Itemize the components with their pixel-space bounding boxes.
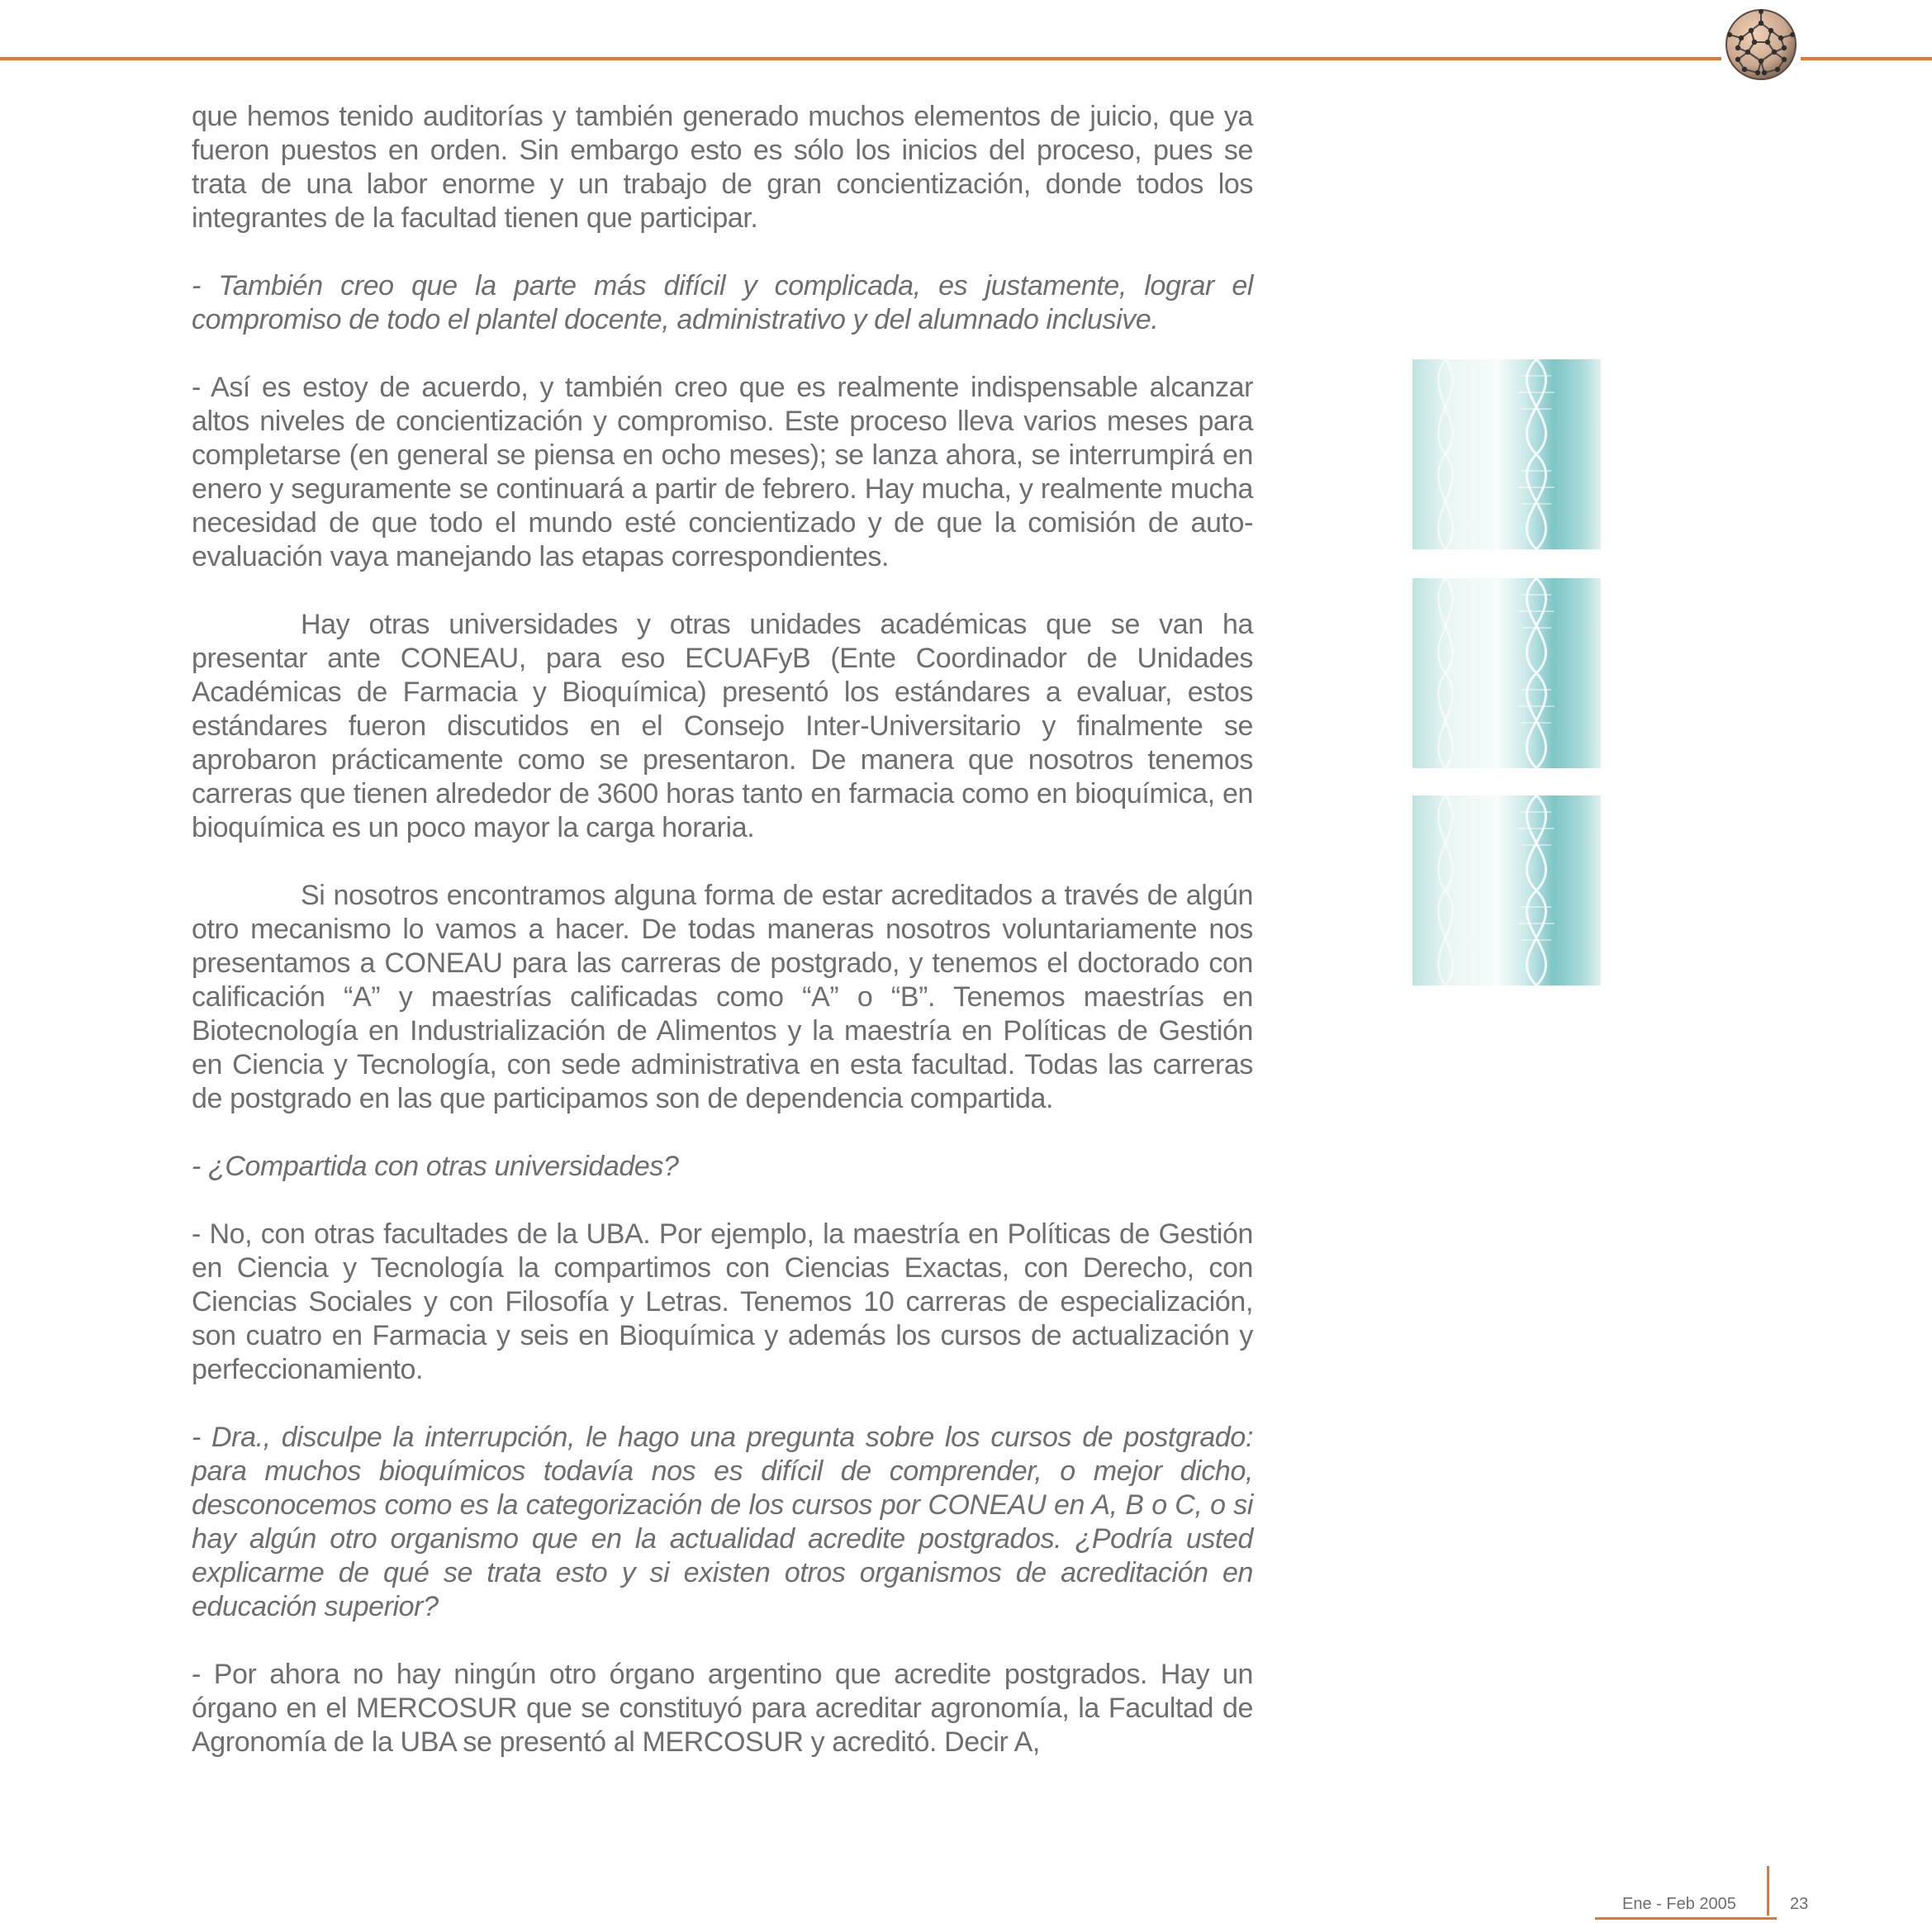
dna-helix-image bbox=[1412, 359, 1601, 549]
issue-date: Ene - Feb 2005 bbox=[1622, 1895, 1736, 1913]
paragraph: que hemos tenido auditorías y también generado muchos elementos de juicio, que ya fueron puestos en orden. Sin embargo esto es sólo los inicios del proceso, pues se trata de una labor enorme y un trabajo de gran concientización, donde todos los integrantes de la facultad tienen que participar. bbox=[192, 101, 1253, 234]
interviewer-question: - ¿Compartida con otras universidades? bbox=[192, 1151, 679, 1182]
paragraph: - Así es estoy de acuerdo, y también creo que es realmente indispensable alcanzar altos niveles de concientización y compromiso. Este proceso lleva varios meses para completarse (en general se piensa en ocho meses); se lanza ahora, se interrumpirá en enero y seguramente se continuará a partir de febrero. Hay mucha, y realmente mucha necesidad de que todo el mundo esté concientizado y de que la comisión de auto-evaluación vaya manejando las etapas correspondientes. bbox=[192, 372, 1253, 572]
paragraph: - Por ahora no hay ningún otro órgano argentino que acredite postgrados. Hay un órgano en el MERCOSUR que se constituyó para acreditar agronomía, la Facultad de Agronomía de la UBA se presentó al MERCOSUR y acreditó. Decir A, bbox=[192, 1659, 1253, 1758]
header-rule bbox=[0, 57, 1932, 60]
paragraph: - No, con otras facultades de la UBA. Por ejemplo, la maestría en Políticas de Gestión en Ciencia y Tecnología la compartimos con Ciencias Exactas, con Derecho, con Ciencias Sociales y con Filosofía y Letras. Tenemos 10 carreras de especialización, son cuatro en Farmacia y seis en Bioquímica y además los cursos de actualización y perfeccionamiento. bbox=[192, 1218, 1253, 1385]
footer-divider-vertical bbox=[1767, 1866, 1769, 1916]
interviewer-question: - También creo que la parte más difícil y complicada, es justamente, lograr el compromiso de todo el plantel docente, administrativo y del alumnado inclusive. bbox=[192, 270, 1253, 335]
interviewer-question: - Dra., disculpe la interrupción, le hago una pregunta sobre los cursos de postgrado: para muchos bioquímicos todavía nos es difícil de comprender, o mejor dicho, desconocemos como es la categorización de los cursos por CONEAU en A, B o C, o si hay algún otro organismo que en la actualidad acredite postgrados. ¿Podría usted explicarme de qué se trata esto y si existen otros organismos de acreditación en educación superior? bbox=[192, 1422, 1253, 1622]
dna-helix-image bbox=[1412, 578, 1601, 768]
article-body bbox=[192, 100, 1253, 1759]
paragraph: Si nosotros encontramos alguna forma de estar acreditados a través de algún otro mecanismo lo vamos a hacer. De todas maneras nosotros voluntariamente nos presentamos a CONEAU para las carreras de postgrado, y tenemos el doctorado con calificación “A” y maestrías calificadas como “A” o “B”. Tenemos maestrías en Biotecnología en Industrialización de Alimentos y la maestría en Políticas de Gestión en Ciencia y Tecnología, con sede administrativa en esta facultad. Todas las carreras de postgrado en las que participamos son de dependencia compartida. bbox=[192, 880, 1253, 1114]
fullerene-molecule-icon bbox=[1721, 5, 1801, 84]
paragraph: Hay otras universidades y otras unidades académicas que se van ha presentar ante CONEAU, para eso ECUAFyB (Ente Coordinador de Unidades Académicas de Farmacia y Bioquímica) presentó los estándares a evaluar, estos estándares fueron discutidos en el Consejo Inter-Universitario y finalmente se aprobaron prácticamente como se presentaron. De manera que nosotros tenemos carreras que tienen alrededor de 3600 horas tanto en farmacia como en bioquímica, en bioquímica es un poco mayor la carga horaria. bbox=[192, 609, 1253, 843]
footer-divider-horizontal bbox=[1595, 1917, 1777, 1920]
page-number: 23 bbox=[1790, 1895, 1809, 1913]
dna-helix-image bbox=[1412, 795, 1601, 985]
